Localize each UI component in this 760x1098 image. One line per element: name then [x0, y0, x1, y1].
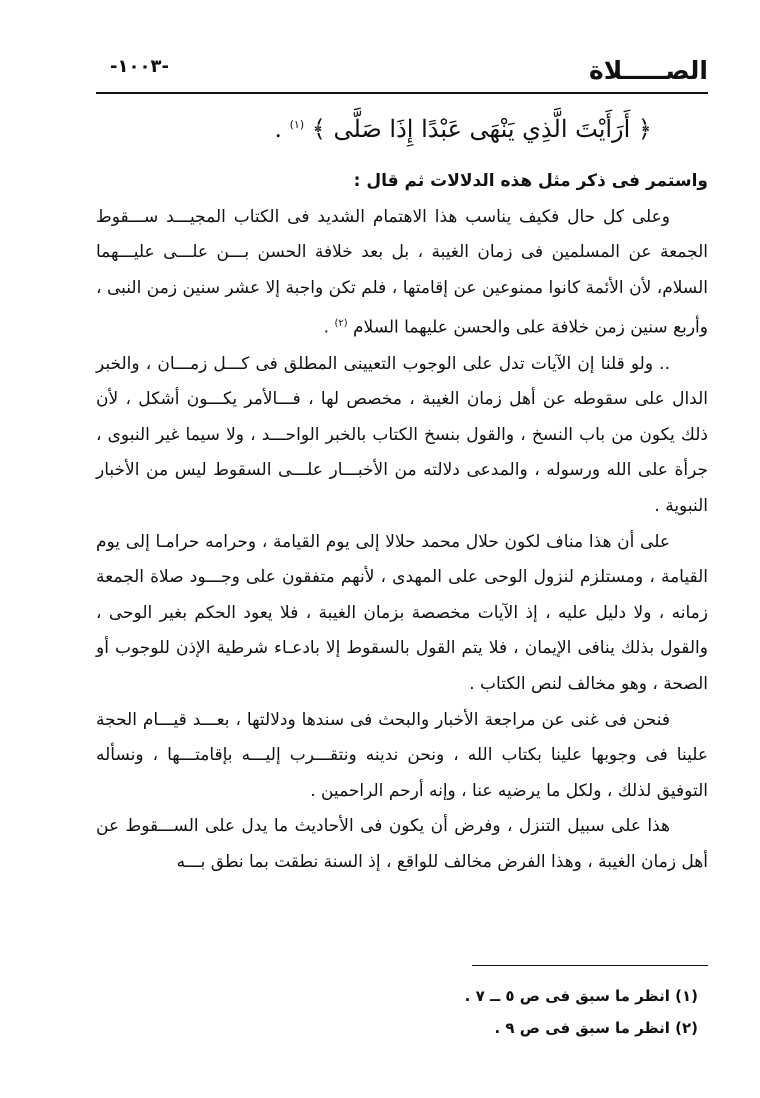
paragraph-5: هذا على سبيل التنزل ، وفرض أن يكون فى الأحاديث ما يدل على الســـقوط عن أهل زمان الغيبة ، وهذا الفرض مخالف للواقع ، إذ السنة نطقت بما نطق بـــه: [96, 816, 708, 872]
footnote-1: (١) انظر ما سبق فى ص ٥ ــ ٧ .: [464, 987, 698, 1005]
body-text: [96, 164, 708, 881]
footnote-divider: [472, 965, 708, 966]
verse-footnote-ref: (١): [289, 118, 305, 131]
quran-verse: [96, 102, 708, 148]
page-number: -١٠٠٣-: [110, 56, 169, 77]
footnotes: [96, 980, 708, 1044]
intro-line: واستمر فى ذكر مثل هذه الدلالات ثم قال :: [353, 171, 708, 191]
paragraph-1: [96, 200, 708, 347]
paragraph-1-end: .: [323, 318, 335, 339]
paragraph-4: فنحن فى غنى عن مراجعة الأخبار والبحث فى سندها ودلالتها ، بعـــد قيـــام الحجة علينا فى وجوبها علينا بكتاب الله ، ونحن ندينه ونتقـــرب إليـــه بإقامتـــها ، ونسأله التوفيق لذلك ، ولكل ما يرضيه عنا ، وإنه أرحم الراحمين .: [96, 709, 708, 801]
paragraph-1-footnote-ref: (٢): [334, 318, 348, 330]
chapter-title: الصـــــلاة: [588, 56, 708, 85]
header-divider: [96, 92, 708, 94]
paragraph-3: على أن هذا مناف لكون حلال محمد حلالا إلى يوم القيامة ، وحرامه حرامـا إلى يوم القيامة ، ومستلزم لنزول الوحى على المهدى ، لأنهم متفقون على وجـــود صلاة الجمعة زمانه ، ولا دليل عليه ، إذ الآيات مخصصة بزمان الغيبة ، فلا يعود الحكم بغير الوحى ، والقول بذلك ينافى الإيمان ، فلا يتم القول بالسقوط إلا بادعـاء شرطية الإذن للوجوب أو الصحة ، وهو مخالف لنص الكتاب .: [96, 531, 708, 694]
paragraph-2: .. ولو قلنا إن الآيات تدل على الوجوب التعيينى المطلق فى كـــل زمـــان ، والخبر الدال على سقوطه عن أهل زمان الغيبة ، مخصص لها ، فـــالأمر يكـــون أشكل ، لأن ذلك يكون من باب النسخ ، والقول بنسخ الكتاب بالخبر الواحـــد ، ولا سيما غير النبوى ، جرأة على الله ورسوله ، والمدعى دلالته من الأخبـــار علـــى السقوط ليس من الأخبار النبوية .: [96, 353, 708, 516]
paragraph-1-text: وعلى كل حال فكيف يناسب هذا الاهتمام الشديد فى الكتاب المجيـــد ســـقوط الجمعة عن المسلمين فى زمان الغيبة ، بل بعد خلافة الحسن بـــن علـــى عليـــهما السلام، لأن الأئمة كانوا ممنوعين عن إقامتها ، فلم تكن واجبة إلا عشر سنين زمن النبى ، وأربع سنين زمن خلافة على والحسن عليهما السلام: [96, 206, 708, 339]
verse-text: ﴿ أَرَأَيْتَ الَّذِي يَنْهَى عَبْدًا إِذَا صَلَّى ﴾: [311, 115, 652, 143]
page-header: [96, 50, 708, 90]
footnote-2: (٢) انظر ما سبق فى ص ٩ .: [494, 1019, 698, 1037]
verse-end: .: [274, 115, 282, 143]
